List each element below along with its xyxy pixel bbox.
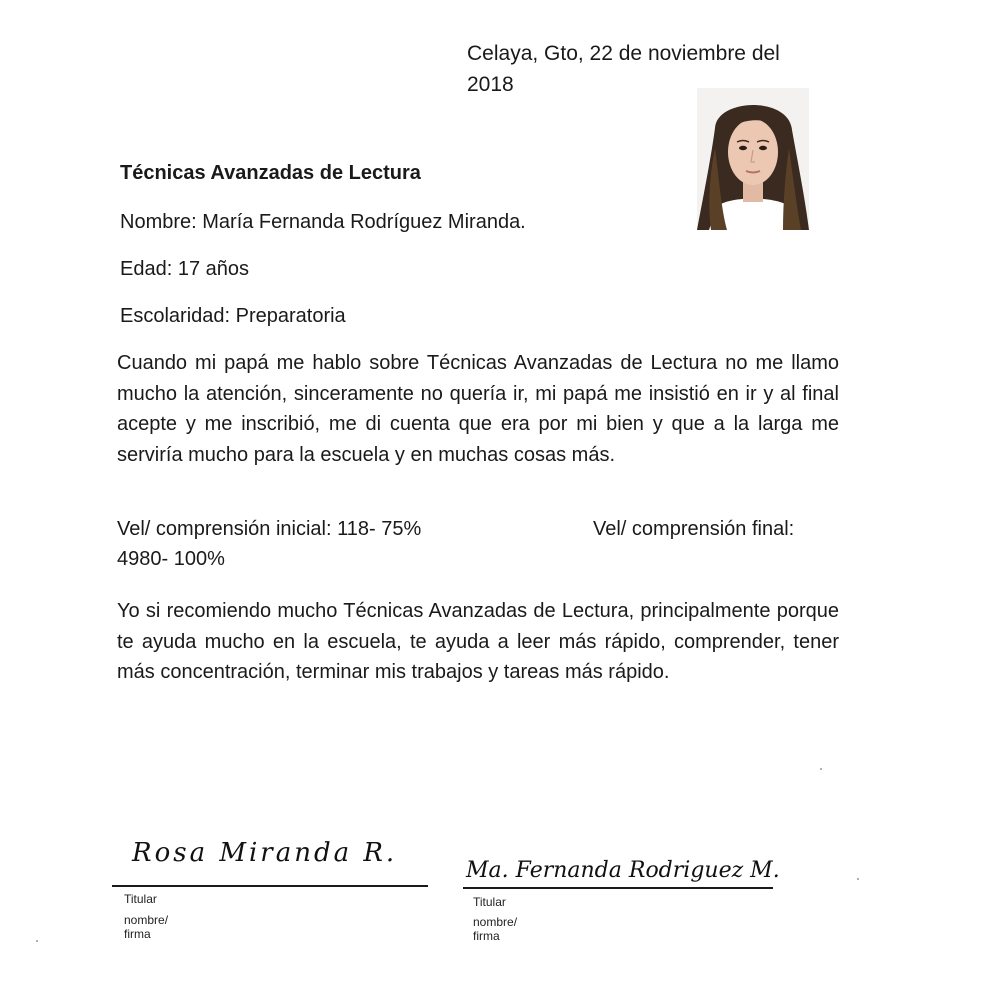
testimonial-paragraph-1: Cuando mi papá me hablo sobre Técnicas Avanzadas de Lectura no me llamo mucho la atención, sinceramente no quería ir, mi papá me insistió en ir y al final acepte y me inscribió, me di cuenta que era por mi bien y que a la larga me serviría mucho para la escuela y en muchas cosas más. [117, 352, 839, 466]
final-speed-comprehension-value: 4980- 100% [117, 548, 225, 570]
student-photo [697, 88, 809, 230]
signature-line [463, 887, 773, 889]
document-date: Celaya, Gto, 22 de noviembre del 2018 [467, 42, 780, 96]
signature-sublabel: nombre/ firma [473, 915, 518, 943]
initial-speed-comprehension: Vel/ comprensión inicial: 118- 75% [117, 518, 422, 540]
signature-role-label: Titular [124, 892, 157, 906]
scan-speck [820, 768, 822, 770]
testimonial-paragraph-2: Yo si recomiendo mucho Técnicas Avanzadas de Lectura, principalmente porque te ayuda mucho en la escuela, te ayuda a leer más rápido, comprender, tener más concentración, terminar mis trabajos y tareas más rápido. [117, 600, 839, 683]
signature-sublabel: nombre/ firma [124, 913, 169, 941]
document-title: Técnicas Avanzadas de Lectura [120, 162, 421, 184]
signature-role-label: Titular [473, 895, 506, 909]
student-name: Nombre: María Fernanda Rodríguez Miranda. [120, 211, 526, 233]
handwritten-signature: Rosa Miranda R. [132, 838, 398, 868]
scan-speck [857, 878, 859, 880]
student-age: Edad: 17 años [120, 258, 249, 280]
signature-line [112, 885, 428, 887]
scan-speck [36, 940, 38, 942]
final-speed-comprehension-label: Vel/ comprensión final: [593, 518, 795, 540]
student-school: Escolaridad: Preparatoria [120, 305, 346, 327]
handwritten-signature: Ma. Fernanda Rodriguez M. [466, 858, 780, 883]
portrait-image [697, 88, 809, 230]
